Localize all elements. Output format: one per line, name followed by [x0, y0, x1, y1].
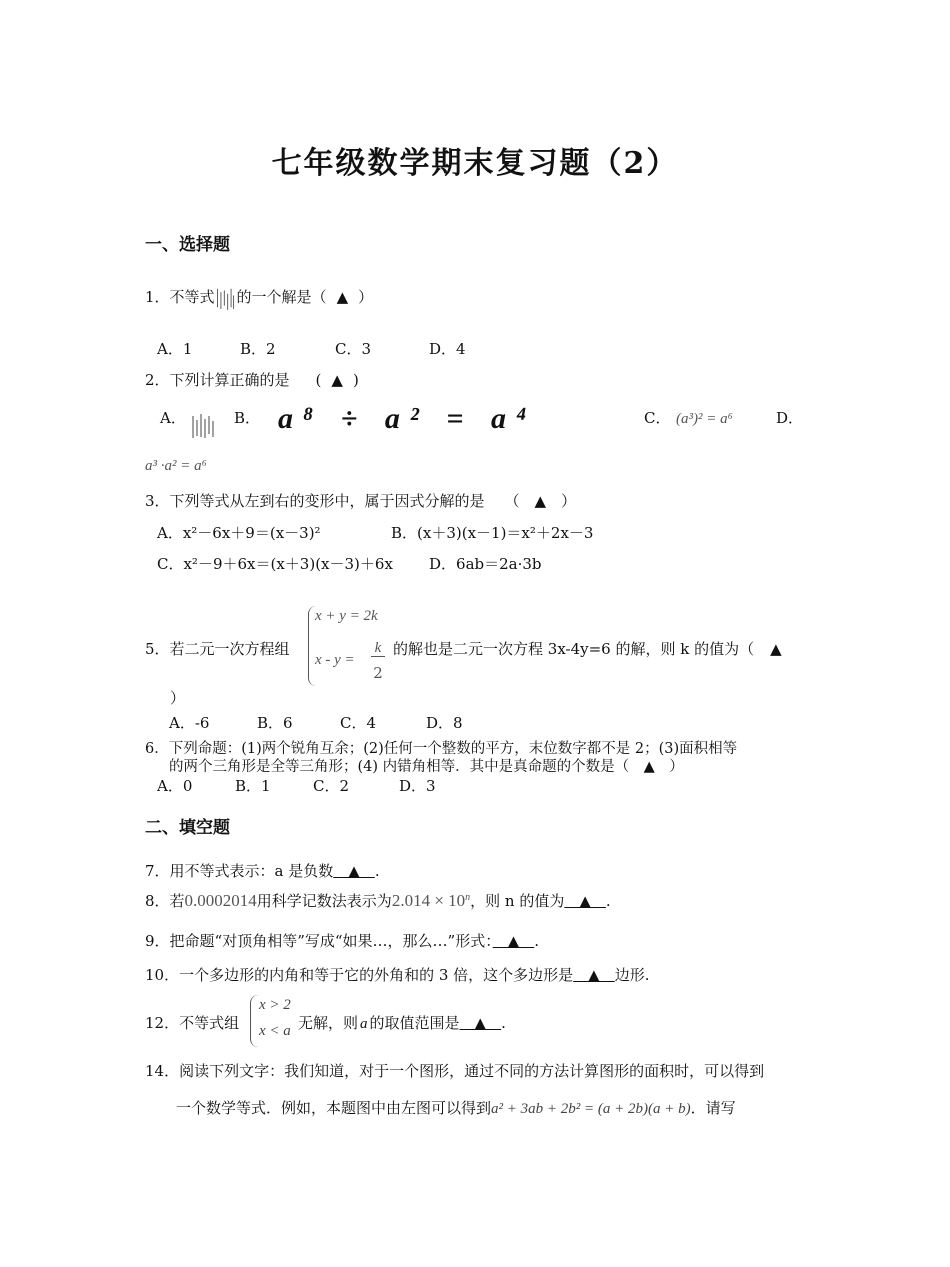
q2-option-b: B． [234, 409, 261, 427]
q14-line-2-text: 一个数学等式．例如，本题图中由左图可以得到 [176, 1099, 492, 1117]
q3-option-b: B．(x＋3)(x－1)＝x²＋2x－3 [391, 524, 594, 542]
q8-exp: n [465, 892, 471, 903]
q12-mid: 无解，则 [298, 1014, 359, 1032]
inequality-system [250, 995, 301, 1047]
q3-bracket: （ ▲ ） [504, 492, 577, 510]
q5-option-a: A．-6 [169, 714, 210, 732]
q3-option-d: D．6ab＝2a·3b [429, 555, 542, 573]
inequality-image-icon [215, 283, 237, 313]
q3-option-a: A．x²－6x＋9＝(x－3)² [157, 524, 321, 542]
answer-blank: ▲ [333, 862, 375, 880]
q8-number: 0.0002014 [184, 891, 257, 910]
question-1 [145, 283, 373, 313]
question-9 [145, 930, 539, 951]
question-10 [145, 964, 650, 985]
q2-paren-close: ) [352, 371, 359, 389]
inequality-1: x > 2 [259, 997, 291, 1013]
q1-option-d: D．4 [429, 340, 466, 358]
q6-option-a: A．0 [157, 777, 193, 795]
q6-option-d: D．3 [399, 777, 436, 795]
q10-text: 10．一个多边形的内角和等于它的外角和的 3 倍，这个多边形是 [145, 966, 574, 984]
answer-mark: ▲ [336, 288, 349, 306]
q5-tail [393, 638, 782, 659]
q12-var: a [360, 1016, 368, 1032]
q5-option-d: D．8 [426, 714, 463, 732]
q2-option-d-expression: a³ ·a² = a⁶ [145, 458, 207, 474]
q1-option-c: C．3 [335, 340, 372, 358]
q9-text: 9．把命题“对顶角相等”写成“如果…，那么…”形式： [145, 932, 493, 950]
q14-line-1: 14．阅读下列文字：我们知道，对于一个图形，通过不同的方法计算图形的面积时，可以得到 [145, 1062, 765, 1080]
q2-option-a: A． [160, 409, 186, 427]
equation-system [308, 606, 395, 686]
q6-line-2: 的两个三角形是全等三角形；(4) 内错角相等．其中是真命题的个数是（ ▲ ） [169, 759, 684, 775]
question-2 [145, 369, 359, 390]
question-3 [145, 490, 576, 511]
q1-stem-tail: 的一个解是（ [236, 288, 327, 306]
q1-option-a: A．1 [157, 340, 193, 358]
fraction-numerator: k [371, 640, 385, 657]
inequality-2: x < a [259, 1023, 291, 1039]
q5-option-b: B．6 [257, 714, 293, 732]
answer-blank: ▲ [573, 966, 615, 984]
q5-option-c: C．4 [340, 714, 377, 732]
q8-mid: 用科学记数法表示为 [256, 892, 392, 910]
page-title: 七年级数学期末复习题（2） [271, 146, 679, 181]
q2-option-b-expression: a⁸ ÷ a² = a⁴ [278, 402, 537, 435]
q1-close: ） [358, 288, 374, 306]
q1-stem: 1．不等式 [145, 288, 215, 306]
q2-stem: 2．下列计算正确的是 [145, 371, 290, 389]
q3-stem: 3．下列等式从左到右的变形中，属于因式分解的是 [145, 492, 485, 510]
fraction-denominator: 2 [373, 664, 383, 682]
q9-end: . [534, 932, 540, 950]
answer-mark: ▲ [770, 640, 782, 658]
q1-option-b: B．2 [240, 340, 276, 358]
question-8 [145, 890, 611, 911]
expression-image-icon [190, 410, 216, 440]
q2-option-d: D． [776, 409, 804, 427]
section-heading-choice: 一、选择题 [145, 235, 230, 255]
q5-tail-text: 的解也是二元一次方程 3x-4y=6 的解，则 k 的值为（ [393, 640, 755, 658]
q8-end: . [605, 892, 611, 910]
q5-close: ） [170, 689, 186, 707]
answer-mark: ▲ [331, 371, 343, 389]
equation-1: x + y = 2k [315, 608, 378, 624]
q8-lead: 8．若 [145, 892, 185, 910]
answer-blank: ▲ [564, 892, 606, 910]
answer-blank: ▲ [459, 1014, 502, 1032]
q12-lead: 12．不等式组 [145, 1014, 240, 1032]
section-heading-fill: 二、填空题 [145, 818, 230, 838]
q6-option-c: C．2 [313, 777, 350, 795]
question-12 [298, 1012, 506, 1033]
q14-line-2-tail: ．请写 [690, 1099, 736, 1117]
q5-stem: 5．若二元一次方程组 [145, 640, 290, 658]
answer-blank: ▲ [492, 932, 535, 950]
q7-text: 7．用不等式表示：a 是负数 [145, 862, 334, 880]
q6-option-b: B．1 [235, 777, 271, 795]
q2-paren-open: ( [315, 371, 322, 389]
q2-option-c-expression: (a³)² = a⁶ [676, 411, 733, 427]
q3-option-c: C．x²－9＋6x＝(x＋3)(x－3)＋6x [157, 555, 393, 573]
q2-option-c: C． [644, 409, 671, 427]
q6-line-1: 6．下列命题：(1)两个锐角互余；(2)任何一个整数的平方，末位数字都不是 2；(3)面积相等 [145, 741, 738, 757]
q8-sci: 2.014 × 10 [391, 891, 466, 910]
q8-tail: ，则 n 的值为 [470, 892, 565, 910]
q12-tail: 的取值范围是 [369, 1014, 460, 1032]
q7-end: . [374, 862, 380, 880]
question-7 [145, 860, 380, 881]
q12-end: . [501, 1014, 506, 1032]
q14-identity: a² + 3ab + 2b² = (a + 2b)(a + b) [491, 1101, 691, 1117]
q10-end: 边形. [614, 966, 650, 984]
q14-line-2 [176, 1097, 736, 1118]
equation-2: x - y = [315, 652, 355, 668]
